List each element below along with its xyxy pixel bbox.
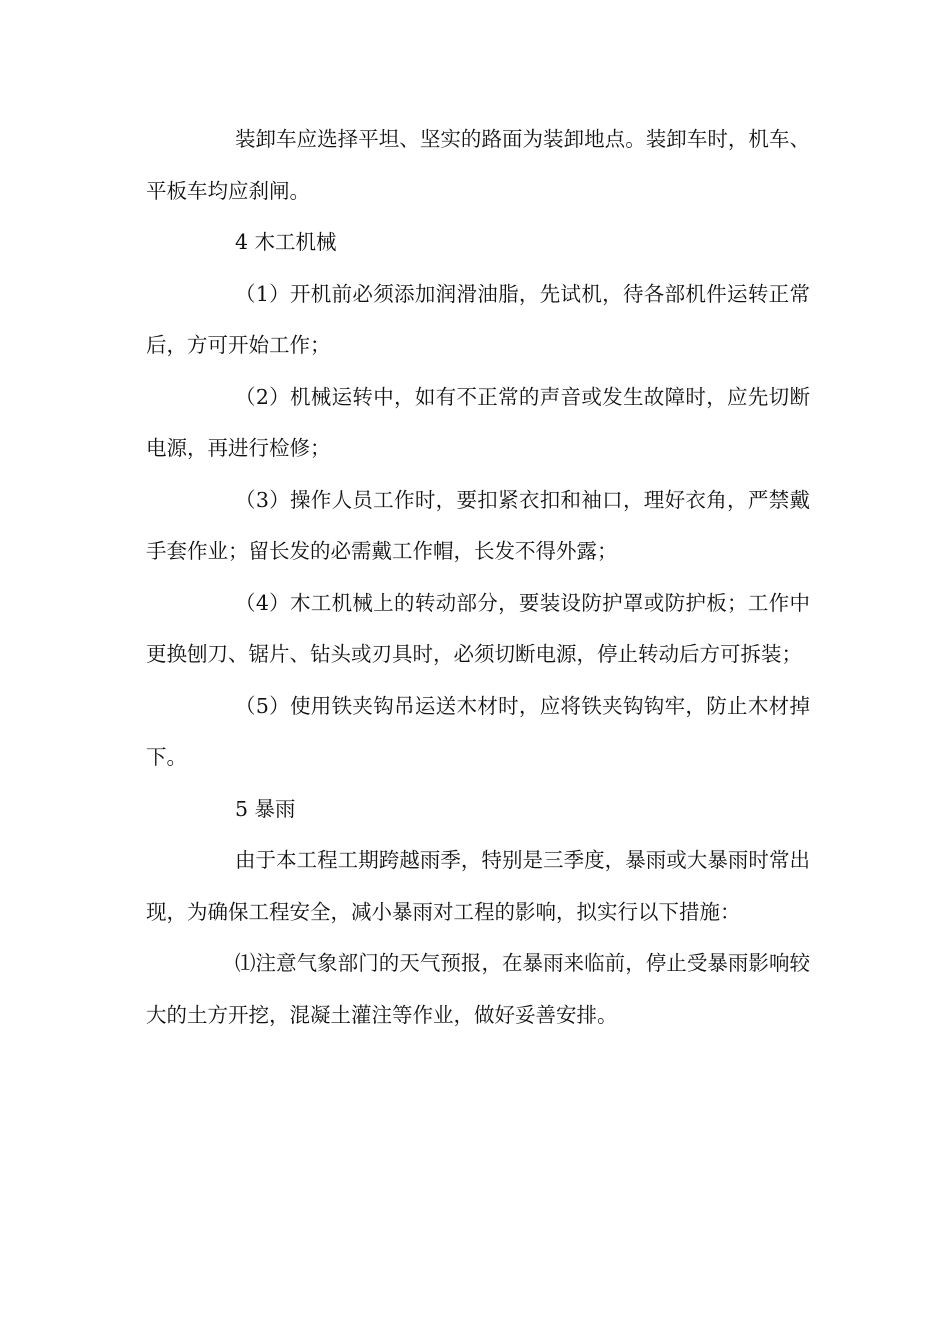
document-body xyxy=(146,114,810,1041)
paragraph-rainstorm-intro: 由于本工程工期跨越雨季，特别是三季度，暴雨或大暴雨时常出现，为确保工程安全，减小暴雨对工程的影响，拟实行以下措施： xyxy=(146,848,810,924)
list-item: ⑴注意气象部门的天气预报，在暴雨来临前，停止受暴雨影响较大的土方开挖，混凝土灌注等作业，做好妥善安排。 xyxy=(146,951,810,1027)
paragraph-loading-unloading: 装卸车应选择平坦、坚实的路面为装卸地点。装卸车时，机车、平板车均应刹闸。 xyxy=(146,127,810,203)
section-heading-rainstorm: 5 暴雨 xyxy=(235,796,296,821)
section-heading-woodworking-machinery: 4 木工机械 xyxy=(235,230,337,254)
list-item: （5）使用铁夹钩吊运送木材时，应将铁夹钩钩牢，防止木材掉下。 xyxy=(146,693,810,769)
list-item: （1）开机前必须添加润滑油脂，先试机，待各部机件运转正常后，方可开始工作； xyxy=(146,281,810,357)
list-item: （3）操作人员工作时，要扣紧衣扣和袖口，理好衣角，严禁戴手套作业；留长发的必需戴工作帽，长发不得外露； xyxy=(146,487,810,563)
list-item: （2）机械运转中，如有不正常的声音或发生故障时，应先切断电源，再进行检修； xyxy=(146,384,810,460)
list-item: （4）木工机械上的转动部分，要装设防护罩或防护板；工作中更换刨刀、锯片、钻头或刃具时，必须切断电源，停止转动后方可拆装； xyxy=(146,590,810,666)
